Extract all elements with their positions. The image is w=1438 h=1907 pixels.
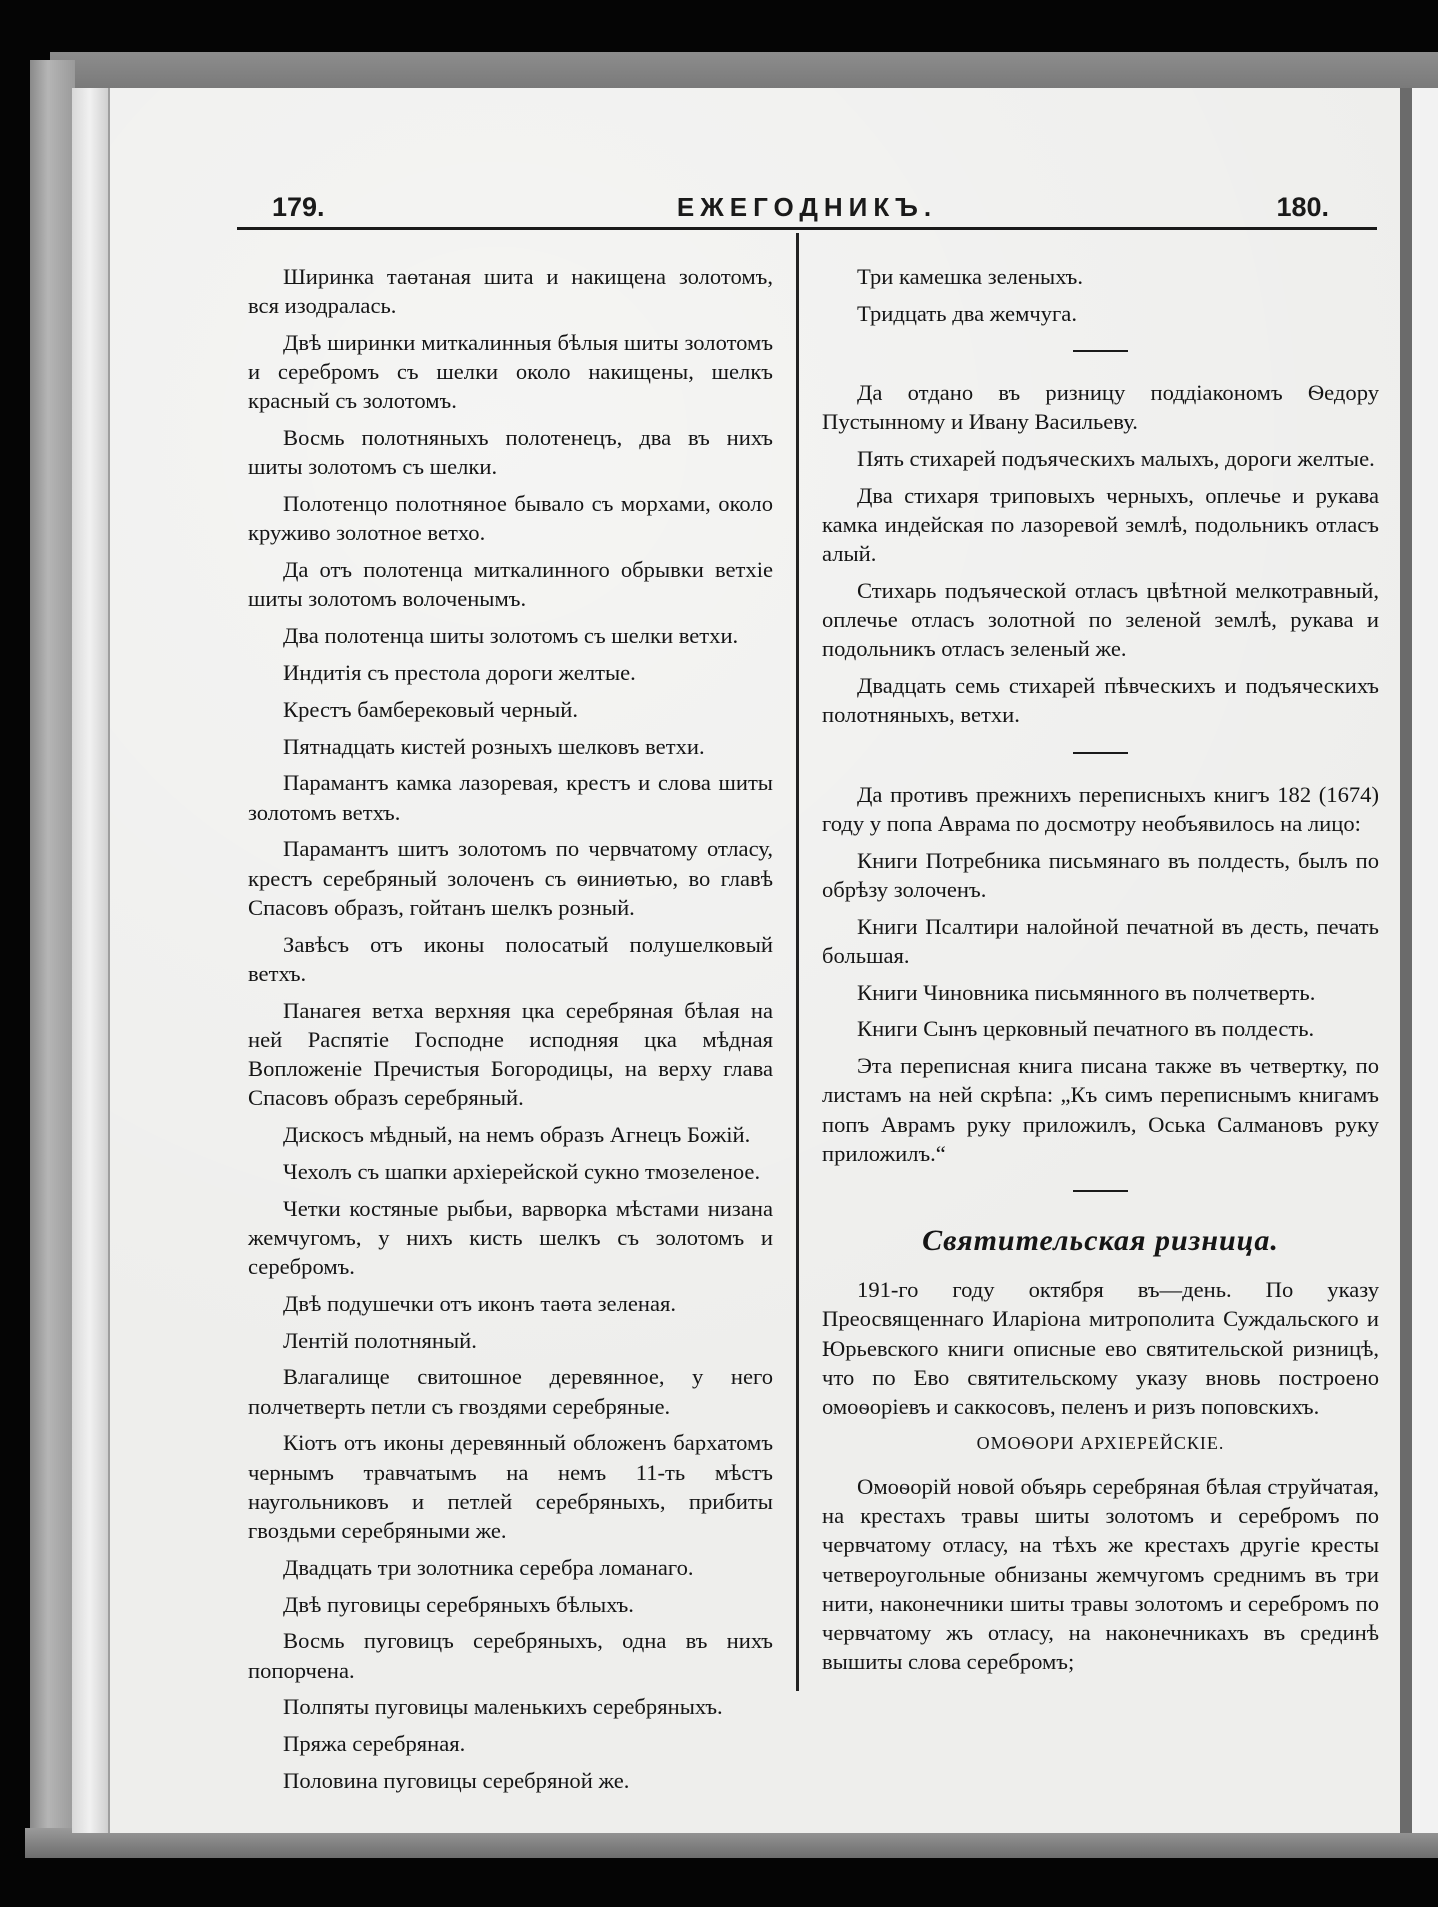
section-heading: Святительская ризница. bbox=[922, 1224, 1279, 1258]
book-gutter bbox=[1400, 88, 1412, 1833]
inventory-entry: Три камешка зеленыхъ. bbox=[857, 264, 1083, 289]
inventory-entry: Кіотъ отъ иконы деревянный обложенъ бархатомъ чернымъ травчатымъ на немъ 11-ть мѣстъ наугольниковъ и петлей серебряныхъ, прибиты гвоздьми серебряными же. bbox=[248, 1430, 773, 1543]
inventory-entry: Влагалище свитошное деревянное, у него полчетверть петли съ гвоздями серебряные. bbox=[248, 1364, 773, 1419]
inventory-entry: Стихарь подъяческой отласъ цвѣтной мелкотравный, оплечье отласъ золотной по зеленой землѣ, рукава и подольникъ отласъ зеленый же. bbox=[822, 578, 1379, 662]
inventory-entry: Полпяты пуговицы маленькихъ серебряныхъ. bbox=[283, 1694, 723, 1720]
inventory-entry: Панагея ветха верхняя цка серебряная бѣлая на ней Распятіе Господне исподняя цка мѣдная Вопложеніе Пречистыя Богородицы, на верху глава Спасовъ образъ серебряный. bbox=[248, 997, 773, 1111]
inventory-entry: Тридцать два жемчуга. bbox=[857, 300, 1077, 326]
page-number-left: 179. bbox=[272, 192, 325, 222]
book-cover-left-edge bbox=[30, 60, 75, 1840]
inventory-entry: Книги Чиновника письмянного въ полчетверть. bbox=[857, 979, 1316, 1005]
inventory-entry: Индитія съ престола дороги желтые. bbox=[283, 660, 636, 685]
inventory-entry: Эта переписная книга писана также въ четвертку, по листамъ на ней скрѣпа: „Къ симъ переписнымъ книгамъ попъ Аврамъ руку приложилъ, Оська Салмановъ руку приложилъ.“ bbox=[822, 1053, 1379, 1166]
right-column bbox=[822, 262, 1379, 1684]
inventory-entry: Два полотенца шиты золотомъ съ шелки ветхи. bbox=[283, 623, 739, 649]
inventory-entry: Крестъ бамберековый черный. bbox=[283, 696, 578, 722]
running-title: ЕЖЕГОДНИКЪ. bbox=[676, 192, 938, 222]
page-binding-strip bbox=[72, 88, 111, 1833]
subsection-paragraph: Омоѳорій новой объярь серебряная бѣлая струйчатая, на крестахъ травы шиты золотомъ и серебромъ по червчатому отласу, на тѣхъ же крестахъ другіе кресты четвероугольные обнизаны жемчугомъ среднимъ въ три нити, наконечники шиты травы золотомъ и серебромъ по червчатому жъ отласу, на наконечникахъ въ срединѣ вышиты слова серебромъ; bbox=[822, 1474, 1379, 1675]
inventory-entry: Пятнадцать кистей розныхъ шелковъ ветхи. bbox=[283, 733, 705, 759]
inventory-entry: Книги Псалтири налойной печатной въ десть, печать большая. bbox=[822, 913, 1379, 968]
inventory-entry: Да отъ полотенца миткалинного обрывки ветхіе шиты золотомъ волоченымъ. bbox=[248, 557, 773, 612]
inventory-entry: Восмь полотняныхъ полотенецъ, два въ нихъ шиты золотомъ съ шелки. bbox=[248, 425, 773, 480]
inventory-entry: Двѣ подушечки отъ иконъ таөта зеленая. bbox=[283, 1290, 677, 1316]
inventory-entry: Парамантъ шитъ золотомъ по червчатому отласу, крестъ серебряный золоченъ съ ѳиниѳтью, во главѣ Спасовъ образъ, гойтанъ шелкъ розный. bbox=[248, 836, 773, 920]
inventory-entry: Чехолъ съ шапки архіерейской сукно тмозеленое. bbox=[283, 1158, 761, 1184]
inventory-entry: Двѣ пуговицы серебряныхъ бѣлыхъ. bbox=[283, 1591, 634, 1617]
column-divider bbox=[796, 233, 799, 1691]
inventory-entry: Пять стихарей подъяческихъ малыхъ, дороги желтые. bbox=[857, 446, 1375, 471]
inventory-entry: Книги Потребника письмянаго въ полдесть, былъ по обрѣзу золоченъ. bbox=[822, 847, 1379, 902]
inventory-entry: Дискосъ мѣдный, на немъ образъ Агнецъ Божій. bbox=[283, 1122, 751, 1147]
subsection-heading: ОМОѲОРИ АРХІЕРЕЙСКІЕ. bbox=[976, 1432, 1225, 1453]
separator-rule bbox=[1073, 1190, 1128, 1192]
adjacent-page-edge bbox=[1412, 88, 1438, 1833]
inventory-entry: Да противъ прежнихъ переписныхъ книгъ 182 (1674) году у попа Аврама по досмотру необъявилось на лицо: bbox=[822, 781, 1379, 836]
inventory-entry: Ширинка таөтаная шита и накищена золотомъ, вся изодралась. bbox=[248, 264, 773, 319]
inventory-entry: Парамантъ камка лазоревая, крестъ и слова шиты золотомъ ветхъ. bbox=[248, 770, 773, 825]
inventory-entry: Книги Сынъ церковный печатного въ полдесть. bbox=[857, 1016, 1315, 1042]
page-number-right: 180. bbox=[1276, 192, 1329, 222]
inventory-entry: Двадцать три золотника серебра ломанаго. bbox=[283, 1554, 694, 1580]
separator-rule bbox=[1073, 752, 1128, 754]
inventory-entry: Пряжа серебряная. bbox=[283, 1731, 466, 1757]
inventory-entry: Два стихаря триповыхъ черныхъ, оплечье и рукава камка индейская по лазоревой землѣ, подольникъ отласъ алый. bbox=[822, 482, 1379, 567]
inventory-entry: Полотенцо полотняное бывало съ морхами, около круживо золотное ветхо. bbox=[248, 491, 773, 546]
running-header bbox=[237, 188, 1377, 228]
inventory-entry: Восмь пуговицъ серебряныхъ, одна въ нихъ попорчена. bbox=[248, 1628, 773, 1683]
book-cover-top-edge bbox=[50, 52, 1438, 90]
header-rule bbox=[237, 227, 1377, 230]
left-column bbox=[248, 262, 773, 1803]
inventory-entry: Завѣсъ отъ иконы полосатый полушелковый ветхъ. bbox=[248, 931, 773, 986]
inventory-entry: Четки костяные рыбьи, варворка мѣстами низана жемчугомъ, у нихъ кисть шелкъ съ золотомъ и серебромъ. bbox=[248, 1195, 773, 1279]
inventory-entry: Лентій полотняный. bbox=[283, 1327, 477, 1353]
separator-rule bbox=[1073, 350, 1128, 352]
inventory-entry: Половина пуговицы серебряной же. bbox=[283, 1767, 630, 1793]
inventory-entry: Двѣ ширинки миткалинныя бѣлыя шиты золотомъ и серебромъ съ шелки около накищены, шелкъ красный съ золотомъ. bbox=[248, 330, 773, 414]
inventory-entry: Да отдано въ ризницу поддіакономъ Ѳедору Пустынному и Ивану Васильеву. bbox=[822, 380, 1379, 435]
inventory-entry: Двадцать семь стихарей пѣвческихъ и подъяческихъ полотняныхъ, ветхи. bbox=[822, 673, 1379, 728]
section-intro-paragraph: 191-го году октября въ—день. По указу Преосвященнаго Иларіона митрополита Суждальского и Юрьевского книги описные ево святительской ризницѣ, что по Ево святительскому указу вновь построено омоѳоріевъ и саккосовъ, пеленъ и ризъ поповскихъ. bbox=[822, 1277, 1379, 1420]
